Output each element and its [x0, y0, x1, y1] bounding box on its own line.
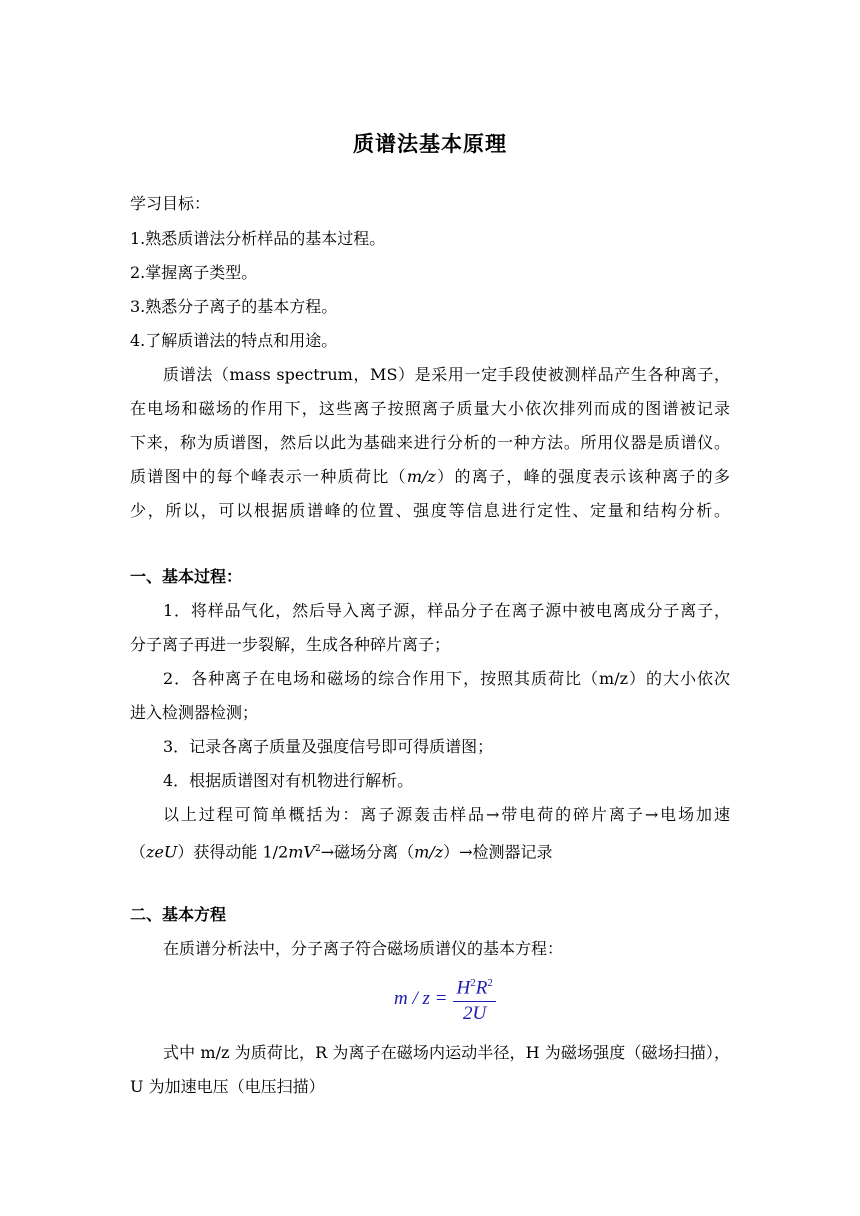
equation-numerator — [453, 972, 495, 1002]
objective-item: 3.熟悉分子离子的基本方程。 — [130, 297, 338, 316]
step-line: 分子离子再进一步裂解，生成各种碎片离子； — [130, 635, 451, 654]
step-line: 1．将样品气化，然后导入离子源，样品分子在离子源中被电离成分子离子， — [163, 601, 730, 620]
basic-equation — [394, 972, 496, 1026]
page-title: 质谱法基本原理 — [353, 132, 507, 156]
objective-item: 4.了解质谱法的特点和用途。 — [130, 331, 338, 350]
explanation-line: 式中 m/z 为质荷比，R 为离子在磁场内运动半径，H 为磁场强度（磁场扫描）， — [163, 1043, 730, 1062]
zeu-symbol: zeU — [146, 842, 178, 862]
equation-denominator: 2U — [463, 1003, 487, 1025]
summary-line — [130, 838, 553, 863]
r-symbol: R — [475, 977, 488, 999]
summary-text: （ — [130, 842, 147, 862]
intro-paragraph-line: 在电场和磁场的作用下，这些离子按照离子质量大小依次排列而成的图谱被记录 — [130, 399, 730, 418]
objectives-heading: 学习目标： — [130, 194, 211, 213]
mv-symbol: mV — [288, 842, 315, 862]
intro-text: ）的离子，峰的强度表示该种离子的多 — [435, 467, 730, 486]
intro-paragraph-line — [130, 466, 730, 488]
exponent: 2 — [487, 977, 493, 989]
section1-heading: 一、基本过程： — [130, 567, 243, 586]
intro-paragraph-line: 少，所以，可以根据质谱峰的位置、强度等信息进行定性、定量和结构分析。 — [130, 501, 730, 520]
summary-line: 以上过程可简单概括为：离子源轰击样品→带电荷的碎片离子→电场加速 — [163, 805, 730, 824]
section2-heading: 二、基本方程 — [130, 905, 227, 924]
step-line: 进入检测器检测； — [130, 703, 259, 722]
explanation-line: U 为加速电压（电压扫描） — [130, 1077, 325, 1096]
summary-text: ）获得动能 1/2 — [177, 842, 289, 862]
step-line: 4．根据质谱图对有机物进行解析。 — [163, 771, 414, 790]
equation-lhs: m / z = — [394, 988, 448, 1010]
summary-text: ）→检测器记录 — [443, 842, 553, 862]
intro-text: 质谱图中的每个峰表示一种质荷比（ — [130, 467, 407, 486]
superscript: 2 — [314, 844, 321, 854]
summary-text: →磁场分离（ — [320, 842, 415, 862]
step-line: 3．记录各离子质量及强度信号即可得质谱图； — [163, 737, 494, 756]
intro-paragraph-line: 质谱法（mass spectrum，MS）是采用一定手段使被测样品产生各种离子， — [163, 365, 730, 384]
exponent: 2 — [470, 977, 476, 989]
step-line: 2．各种离子在电场和磁场的综合作用下，按照其质荷比（m/z）的大小依次 — [163, 669, 730, 688]
mass-charge-ratio: m/z — [406, 467, 436, 486]
h-symbol: H — [456, 977, 471, 999]
section2-intro: 在质谱分析法中，分子离子符合磁场质谱仪的基本方程： — [163, 939, 564, 958]
mass-charge-ratio: m/z — [414, 842, 444, 862]
intro-paragraph-line: 下来，称为质谱图，然后以此为基础来进行分析的一种方法。所用仪器是质谱仪。 — [130, 433, 730, 452]
equation-fraction — [453, 972, 495, 1026]
objective-item: 2.掌握离子类型。 — [130, 263, 258, 282]
objective-item: 1.熟悉质谱法分析样品的基本过程。 — [130, 229, 386, 248]
